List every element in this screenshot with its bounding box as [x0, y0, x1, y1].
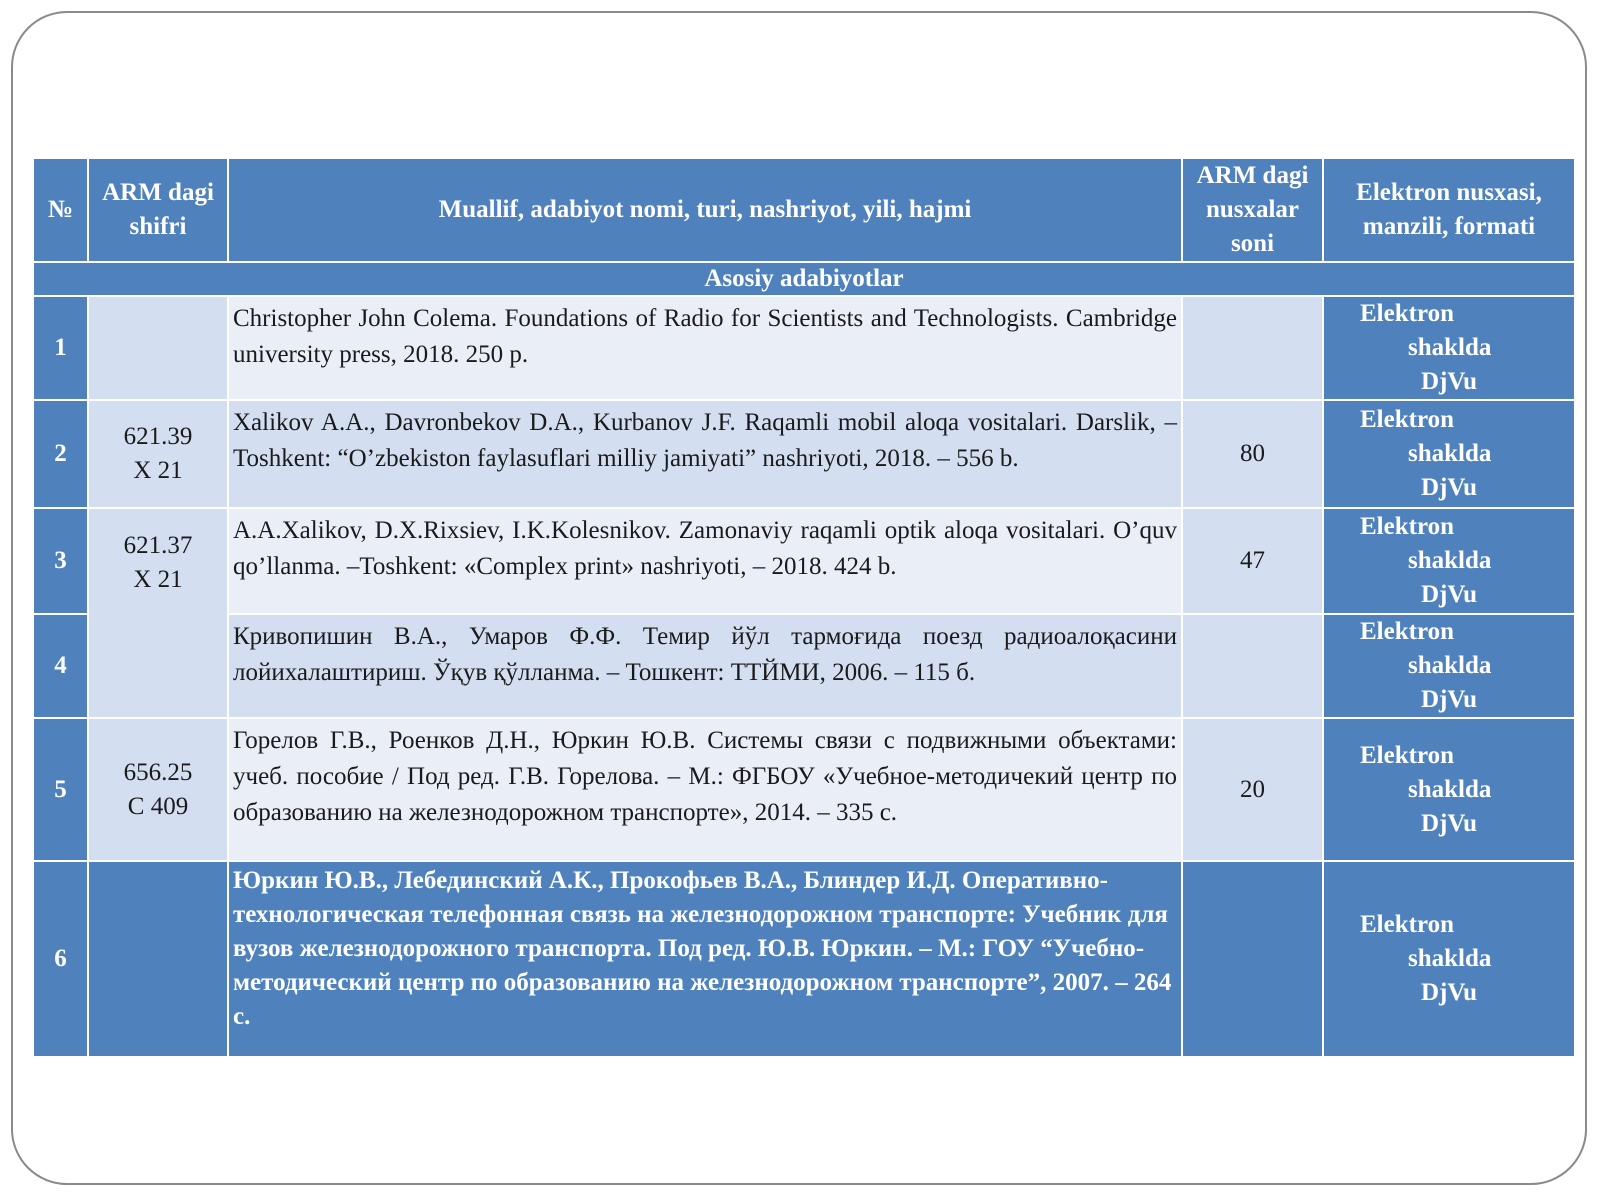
row-number: 4 [33, 614, 88, 718]
header-description: Muallif, adabiyot nomi, turi, nashriyot, yili, hajmi [228, 158, 1182, 262]
row-number: 5 [33, 718, 88, 861]
row-number: 1 [33, 296, 88, 400]
row-code [88, 508, 228, 718]
table-row [33, 861, 1575, 1057]
row-number: 3 [33, 508, 88, 614]
table-row [33, 296, 1575, 400]
table-header-row [33, 158, 1575, 262]
row-copies-count [1182, 861, 1323, 1057]
row-description: Кривопишин В.А., Умаров Ф.Ф. Темир йўл тармоғида поезд радиоалоқасини лойихалаштириш. Ўқув қўлланма. – Тошкент: ТТЙМИ, 2006. – 115 б. [228, 614, 1182, 718]
code-line: 656.25 [123, 758, 193, 786]
header-number: № [33, 158, 88, 262]
header-electronic-copy: Elektron nusxasi, manzili, formati [1323, 158, 1575, 262]
row-number: 2 [33, 400, 88, 508]
row-electronic-copy [1323, 861, 1575, 1057]
elec-line: Elektron [1360, 300, 1454, 327]
elec-line: DjVu [1421, 809, 1478, 837]
row-description: Юркин Ю.В., Лебединский А.К., Прокофьев В.А., Блиндер И.Д. Оперативно-технологическая телефонная связь на железнодорожном транспорте: Учебник для вузов железнодорожного транспорта. Под ред. Ю.В. Юркин. – М.: ГОУ “Учебно-методический центр по образованию на железнодорожном транспорте”, 2007. – 264 с. [228, 861, 1182, 1057]
code-line: С 409 [127, 792, 189, 820]
literature-table [32, 157, 1576, 1058]
elec-line: DjVu [1421, 474, 1478, 501]
row-copies-count: 47 [1182, 508, 1323, 614]
row-copies-count: 80 [1182, 400, 1323, 508]
row-electronic-copy [1323, 400, 1575, 508]
table-row [33, 614, 1575, 718]
row-electronic-copy [1323, 508, 1575, 614]
elec-line: shaklda [1408, 547, 1492, 574]
section-row [33, 262, 1575, 296]
table-row [33, 400, 1575, 508]
code-line: 621.37 [123, 532, 193, 559]
row-code [88, 718, 228, 861]
elec-line: shaklda [1408, 440, 1492, 467]
row-code [88, 861, 228, 1057]
elec-line: DjVu [1421, 979, 1478, 1006]
row-code [88, 296, 228, 400]
row-copies-count [1182, 614, 1323, 718]
row-description: Christopher John Colema. Foundations of Radio for Scientists and Technologists. Cambridge university press, 2018. 250 p. [228, 296, 1182, 400]
row-electronic-copy [1323, 718, 1575, 861]
row-electronic-copy [1323, 296, 1575, 400]
code-line: 621.39 [123, 423, 193, 450]
table-row [33, 718, 1575, 861]
elec-line: DjVu [1421, 686, 1478, 713]
row-number: 6 [33, 861, 88, 1057]
row-electronic-copy [1323, 614, 1575, 718]
elec-line: shaklda [1408, 334, 1492, 361]
elec-line: shaklda [1408, 775, 1492, 803]
row-copies-count [1182, 296, 1323, 400]
elec-line: Elektron [1360, 741, 1454, 769]
elec-line: DjVu [1421, 581, 1478, 608]
section-title: Asosiy adabiyotlar [33, 262, 1575, 296]
row-description: Xalikov A.A., Davronbekov D.A., Kurbanov J.F. Raqamli mobil aloqa vositalari. Darslik, –Toshkent: “O’zbekiston faylasuflari milliy jamiyati” nashriyoti, 2018. – 556 b. [228, 400, 1182, 508]
table-row [33, 508, 1575, 614]
elec-line: Elektron [1360, 513, 1454, 540]
elec-line: shaklda [1408, 945, 1492, 972]
row-code [88, 400, 228, 508]
elec-line: Elektron [1360, 911, 1454, 938]
elec-line: shaklda [1408, 652, 1492, 679]
header-copies-count: ARM dagi nusxalar soni [1182, 158, 1323, 262]
header-code: ARM dagi shifri [88, 158, 228, 262]
elec-line: Elektron [1360, 406, 1454, 433]
row-copies-count: 20 [1182, 718, 1323, 861]
elec-line: Elektron [1360, 618, 1454, 645]
code-line: X 21 [133, 457, 183, 484]
elec-line: DjVu [1421, 368, 1478, 395]
code-line: X 21 [133, 566, 183, 593]
row-description: A.A.Xalikov, D.X.Rixsiev, I.K.Kolesnikov. Zamonaviy raqamli optik aloqa vositalari. O’quv qo’llanma. –Toshkent: «Complex print» nashriyoti, – 2018. 424 b. [228, 508, 1182, 614]
row-description: Горелов Г.В., Роенков Д.Н., Юркин Ю.В. Системы связи с подвижными объектами: учеб. пособие / Под ред. Г.В. Горелова. – М.: ФГБОУ «Учебное-методичекий центр по образованию на железнодорожном транспорте», 2014. – 335 с. [228, 718, 1182, 861]
